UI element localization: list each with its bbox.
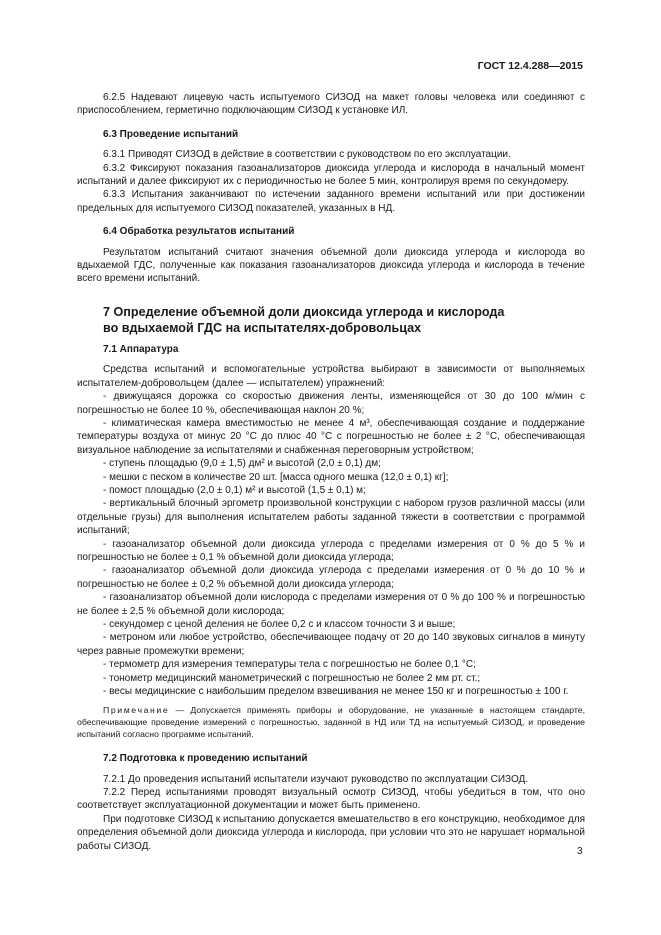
standard-header: ГОСТ 12.4.288—2015 xyxy=(477,60,583,72)
heading-section-7 xyxy=(103,304,585,337)
paragraph-6-3-1: 6.3.1 Приводят СИЗОД в действие в соответствии с руководством по его эксплуатации. xyxy=(103,149,511,161)
list-item: - метроном или любое устройство, обеспечивающее подачу от 20 до 140 звуковых сигналов в минуту через равные промежутки времени; xyxy=(77,632,585,657)
list-item: - термометр для измерения температуры тела с погрешностью не более 0,1 °С; xyxy=(103,659,476,671)
list-item: - ступень площадью (9,0 ± 1,5) дм² и высотой (2,0 ± 0,1) дм; xyxy=(103,458,381,470)
note-block xyxy=(77,705,585,740)
paragraph-6-2-5: 6.2.5 Надевают лицевую часть испытуемого СИЗОД на макет головы человека или соединяют с приспособлением, герметично подключающим СИЗОД к установке ИЛ. xyxy=(77,92,585,117)
list-item: - помост площадью (2,0 ± 0,1) м² и высотой (1,5 ± 0,1) м; xyxy=(103,484,366,496)
list-item: - вертикальный блочный эргометр произвольной конструкции с набором грузов различной массы (или отдельные грузы) для выполнения испытателем работы заданной тяжести в соответствии с программой испытаний; xyxy=(77,498,585,537)
list-item: - весы медицинские с наибольшим пределом взвешивания не менее 150 кг и погрешностью ± 100 г. xyxy=(103,686,569,698)
heading-section-7-line2: во вдыхаемой ГДС на испытателях-добровольцах xyxy=(103,321,422,336)
paragraph-7-2-2-cont: При подготовке СИЗОД к испытанию допускается вмешательство в его конструкцию, необходимое для определения объемной доли диоксида углерода и кислорода, при условии что это не нарушает нормальной работы СИЗОД. xyxy=(77,813,585,852)
note-text: — Допускается применять приборы и оборудование, не указанные в настоящем стандарте, обеспечивающие проведение измерений с погрешностью, заданной в НД или ТД на испытуемый СИЗОД, и проведение испытаний согласно программе испытаний. xyxy=(77,705,585,739)
list-item: - газоанализатор объемной доли кислорода с пределами измерения от 0 % до 100 % и погрешностью не более ± 2,5 % объемной доли кислорода; xyxy=(77,592,585,617)
list-item: - тонометр медицинский манометрический с погрешностью не более 2 мм рт. ст.; xyxy=(103,672,481,684)
heading-6-4: 6.4 Обработка результатов испытаний xyxy=(103,226,295,238)
list-item: - газоанализатор объемной доли диоксида углерода с пределами измерения от 0 % до 5 % и погрешностью не более ± 0,1 % объемной доли диоксида углерода; xyxy=(77,538,585,563)
list-item: - мешки с песком в количестве 20 шт. [масса одного мешка (12,0 ± 0,1) кг]; xyxy=(103,471,449,483)
paragraph-6-4-result: Результатом испытаний считают значения объемной доли диоксида углерода и кислорода во вдыхаемой ГДС, полученные как показания газоанализаторов диоксида углерода и кислорода в течение всего времени испытаний. xyxy=(77,246,585,285)
heading-7-2: 7.2 Подготовка к проведению испытаний xyxy=(103,753,308,765)
list-item: - секундомер с ценой деления не более 0,2 с и классом точности 3 и выше; xyxy=(103,619,456,630)
note-label: Примечание xyxy=(103,705,170,716)
paragraph-7-2-2: 7.2.2 Перед испытаниями проводят визуальный осмотр СИЗОД, чтобы убедиться в том, что оно соответствует эксплуатационной документации и может быть применено. xyxy=(77,787,585,812)
paragraph-7-1-intro: Средства испытаний и вспомогательные устройства выбирают в зависимости от выполняемых испытателем-добровольцем (далее — испытателем) упражнений: xyxy=(77,364,585,389)
paragraph-6-3-3: 6.3.3 Испытания заканчивают по истечении заданного времени испытаний или при достижении предельных для испытуемого СИЗОД показателей, указанных в НД. xyxy=(77,189,585,214)
page-content xyxy=(77,91,585,853)
list-item: - движущаяся дорожка со скоростью движения ленты, изменяющейся от 30 до 100 м/мин с погрешностью не более 10 %, обеспечивающая наклон 20 %; xyxy=(77,391,585,416)
paragraph-7-2-1: 7.2.1 До проведения испытаний испытатели изучают руководство по эксплуатации СИЗОД. xyxy=(103,773,529,785)
paragraph-6-3-2: 6.3.2 Фиксируют показания газоанализаторов диоксида углерода и кислорода в начальный момент испытаний и далее фиксируют их с периодичностью не более 5 мин, контролируя время по секундомеру. xyxy=(77,162,585,188)
list-item: - газоанализатор объемной доли диоксида углерода с пределами измерения от 0 % до 10 % и погрешностью не более ± 0,2 % объемной доли диоксида углерода; xyxy=(77,565,585,590)
heading-6-3: 6.3 Проведение испытаний xyxy=(103,128,239,140)
list-item: - климатическая камера вместимостью не менее 4 м³, обеспечивающая создание и поддержание температуры воздуха от минус 20 °С до плюс 40 °С с погрешностью не более ± 2 °С, обеспечивающая визуальное наблюдение за испытателями и снабженная переговорным устройством; xyxy=(77,417,585,456)
heading-section-7-line1: 7 Определение объемной доли диоксида углерода и кислорода xyxy=(103,304,505,319)
page-number: 3 xyxy=(577,846,583,857)
heading-7-1: 7.1 Аппаратура xyxy=(103,343,179,355)
